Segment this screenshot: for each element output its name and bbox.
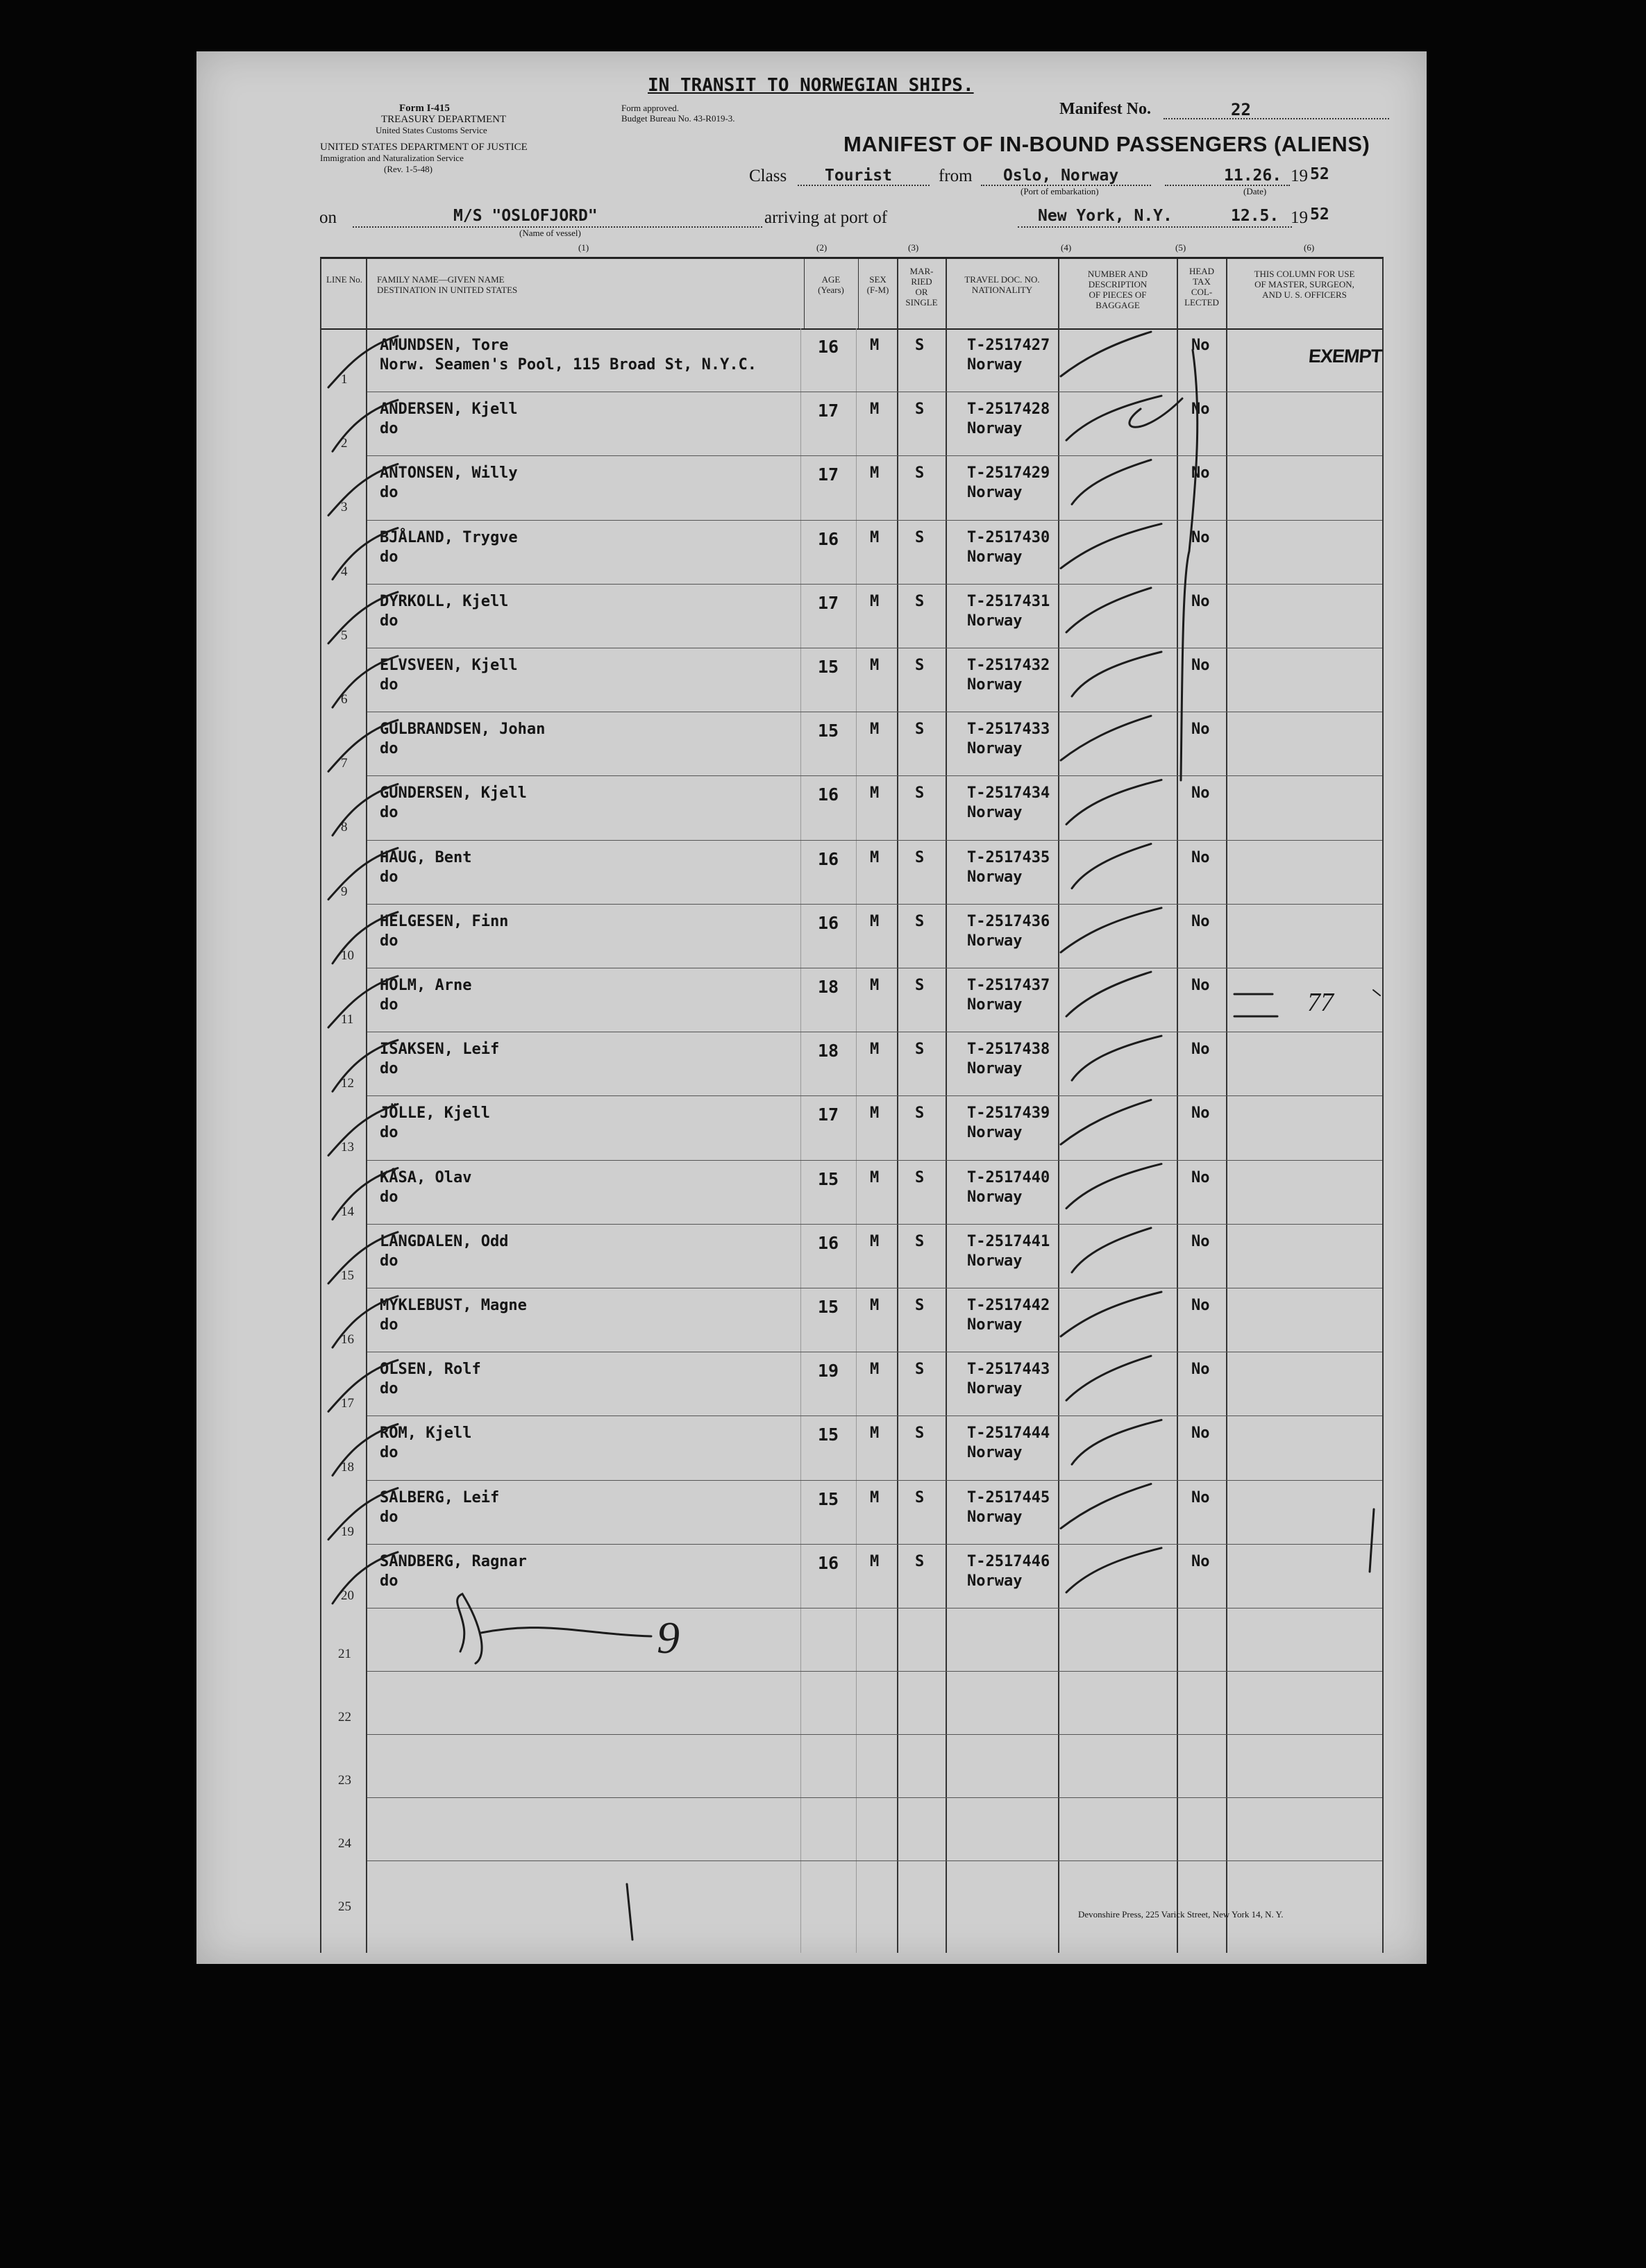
travel-doc-no: T-2517440 [967, 1168, 1050, 1186]
vessel-caption: (Name of vessel) [519, 228, 581, 238]
passenger-age: 19 [818, 1361, 839, 1381]
header-head-tax: HEAD TAX COL- LECTED [1184, 266, 1219, 308]
travel-doc-no: T-2517429 [967, 464, 1050, 482]
passenger-age: 16 [818, 848, 839, 869]
table-row [321, 1352, 1382, 1416]
travel-doc-no: T-2517433 [967, 721, 1050, 739]
travel-doc-no: T-2517431 [967, 592, 1050, 610]
table-row [321, 1225, 1382, 1288]
table-row [321, 776, 1382, 840]
form-revision: (Rev. 1-5-48) [384, 164, 433, 174]
nationality: Norway [967, 356, 1023, 373]
nationality: Norway [967, 868, 1023, 886]
passenger-sex: M [870, 592, 880, 610]
line-number: 6 [341, 692, 348, 707]
line-number: 15 [341, 1268, 354, 1283]
passenger-name: GUNDERSEN, Kjell [380, 784, 527, 803]
travel-doc-no: T-2517434 [967, 784, 1050, 803]
nationality: Norway [967, 1316, 1023, 1334]
passenger-destination: do [380, 1316, 398, 1334]
empty-table-row [321, 1798, 1382, 1861]
passenger-name: JÖLLE, Kjell [380, 1104, 490, 1123]
passenger-destination: do [380, 1252, 398, 1270]
nationality: Norway [967, 1124, 1023, 1142]
line-number: 12 [341, 1076, 354, 1091]
passenger-status: S [915, 721, 925, 739]
passenger-sex: M [870, 1425, 880, 1443]
passenger-sex: M [870, 1041, 880, 1059]
passenger-destination: do [380, 996, 398, 1014]
manifest-sheet [196, 51, 1427, 1964]
passenger-name: SALBERG, Leif [380, 1488, 500, 1506]
passenger-destination: do [380, 804, 398, 822]
passenger-name: AMUNDSEN, Tore [380, 337, 509, 354]
exempt-annotation: EXEMPT [1307, 346, 1383, 367]
column-number-6: (6) [1304, 242, 1315, 253]
nationality: Norway [967, 1252, 1023, 1270]
passenger-name: GULBRANDSEN, Johan [380, 721, 546, 739]
travel-doc-no: T-2517438 [967, 1041, 1050, 1059]
head-tax: No [1191, 337, 1210, 354]
passenger-age: 15 [818, 1297, 839, 1317]
line-number: 7 [341, 756, 348, 771]
passenger-sex: M [870, 1104, 880, 1123]
passenger-status: S [915, 1361, 925, 1379]
date-caption: (Date) [1243, 186, 1267, 196]
nationality: Norway [967, 996, 1023, 1014]
header-age: AGE (Years) [818, 274, 844, 295]
line-number: 3 [341, 500, 348, 515]
passenger-sex: M [870, 1361, 880, 1379]
header-baggage: NUMBER AND DESCRIPTION OF PIECES OF BAGGAGE [1087, 269, 1148, 310]
line-number: 14 [341, 1204, 354, 1219]
passenger-destination: do [380, 1188, 398, 1206]
passenger-destination: do [380, 1572, 398, 1590]
head-tax: No [1191, 592, 1210, 610]
head-tax: No [1191, 464, 1210, 482]
travel-doc-no: T-2517439 [967, 1104, 1050, 1123]
passenger-destination: do [380, 932, 398, 950]
line-number: 11 [341, 1012, 354, 1027]
line-number: 24 [338, 1836, 351, 1851]
passenger-destination: do [380, 1060, 398, 1078]
passenger-name: KÅSA, Olav [380, 1168, 472, 1186]
passenger-sex: M [870, 401, 880, 419]
manifest-no-line [1164, 118, 1389, 119]
head-tax: No [1191, 1041, 1210, 1059]
passenger-status: S [915, 1168, 925, 1186]
passenger-sex: M [870, 721, 880, 739]
passenger-name: DYRKOLL, Kjell [380, 592, 509, 610]
printer-imprint: Devonshire Press, 225 Varick Street, New York 14, N. Y. [1078, 1909, 1284, 1920]
transit-banner: IN TRANSIT TO NORWEGIAN SHIPS. [648, 75, 974, 96]
manifest-no-label: Manifest No. [1059, 100, 1151, 118]
passenger-name: ROM, Kjell [380, 1425, 472, 1443]
passenger-status: S [915, 1488, 925, 1506]
table-row [321, 1288, 1382, 1352]
nationality: Norway [967, 1444, 1023, 1462]
passenger-age: 16 [818, 1232, 839, 1253]
passenger-age: 16 [818, 337, 839, 357]
passenger-age: 15 [818, 657, 839, 677]
passenger-destination: do [380, 1444, 398, 1462]
passenger-status: S [915, 1104, 925, 1123]
arrival-port: New York, N.Y. [1038, 207, 1173, 225]
passenger-sex: M [870, 657, 880, 674]
travel-doc-no: T-2517435 [967, 848, 1050, 866]
passenger-name: ELVSVEEN, Kjell [380, 657, 518, 674]
head-tax: No [1191, 1168, 1210, 1186]
class-label: Class [749, 167, 787, 185]
passenger-age: 18 [818, 977, 839, 997]
empty-table-row [321, 1608, 1382, 1672]
departure-year: 52 [1310, 165, 1329, 183]
passenger-status: S [915, 784, 925, 803]
line-number: 5 [341, 628, 348, 643]
from-label: from [939, 167, 973, 185]
head-tax: No [1191, 1297, 1210, 1314]
passenger-sex: M [870, 977, 880, 994]
table-row [321, 456, 1382, 520]
column-number-1: (1) [578, 242, 589, 253]
passenger-status: S [915, 401, 925, 419]
arriving-label: arriving at port of [764, 208, 888, 227]
manifest-table [320, 257, 1384, 1953]
travel-doc-no: T-2517430 [967, 528, 1050, 546]
passenger-age: 16 [818, 784, 839, 805]
header-name: FAMILY NAME—GIVEN NAME DESTINATION IN UNITED STATES [377, 274, 518, 295]
head-tax: No [1191, 528, 1210, 546]
line-number: 9 [341, 884, 348, 899]
header-officers: THIS COLUMN FOR USE OF MASTER, SURGEON, AND U. S. OFFICERS [1254, 269, 1355, 300]
head-tax: No [1191, 721, 1210, 739]
passenger-age: 17 [818, 1104, 839, 1125]
nationality: Norway [967, 1188, 1023, 1206]
passenger-name: MYKLEBUST, Magne [380, 1297, 527, 1314]
passenger-name: HAUG, Bent [380, 848, 472, 866]
passenger-sex: M [870, 912, 880, 930]
line-number: 21 [338, 1647, 351, 1661]
passenger-sex: M [870, 464, 880, 482]
passenger-destination: do [380, 420, 398, 438]
line-number: 20 [341, 1588, 354, 1603]
passenger-status: S [915, 464, 925, 482]
passenger-name: HOLM, Arne [380, 977, 472, 994]
table-row [321, 905, 1382, 968]
passenger-status: S [915, 1232, 925, 1250]
class-line [798, 185, 930, 186]
class-value: Tourist [825, 167, 892, 185]
page-title: MANIFEST OF IN-BOUND PASSENGERS (ALIENS) [843, 132, 1370, 156]
line-number: 23 [338, 1773, 351, 1788]
header-line-no: LINE No. [326, 274, 362, 285]
line-number: 25 [338, 1899, 351, 1914]
header-sex: SEX (F-M) [866, 274, 889, 295]
passenger-destination: do [380, 484, 398, 502]
arrival-year: 52 [1310, 205, 1329, 224]
line-number: 1 [341, 372, 348, 387]
passenger-name: ISAKSEN, Leif [380, 1041, 500, 1059]
header-married: MAR- RIED OR SINGLE [905, 266, 938, 308]
passenger-status: S [915, 1552, 925, 1570]
column-number-4: (4) [1061, 242, 1072, 253]
line-number: 2 [341, 436, 348, 451]
passenger-name: LANGDALEN, Odd [380, 1232, 509, 1250]
arrival-year-prefix: 19 [1291, 208, 1308, 227]
nationality: Norway [967, 484, 1023, 502]
travel-doc-no: T-2517428 [967, 401, 1050, 419]
line-number: 13 [341, 1140, 354, 1155]
form-number: Form I-415 [399, 103, 450, 114]
line-number: 22 [338, 1710, 351, 1724]
line-number: 18 [341, 1460, 354, 1475]
passenger-name: SANDBERG, Ragnar [380, 1552, 527, 1570]
manifest-no-value: 22 [1231, 100, 1251, 119]
passenger-sex: M [870, 528, 880, 546]
column-number-5: (5) [1175, 242, 1186, 253]
passenger-age: 16 [818, 1552, 839, 1573]
passenger-status: S [915, 337, 925, 354]
passenger-sex: M [870, 784, 880, 803]
passenger-destination: do [380, 1380, 398, 1398]
signature-number: 9 [657, 1613, 680, 1663]
passenger-destination: do [380, 1124, 398, 1142]
nationality: Norway [967, 1060, 1023, 1078]
head-tax: No [1191, 1361, 1210, 1379]
form-approved: Form approved. [621, 103, 680, 113]
table-row [321, 1032, 1382, 1096]
vessel-name: M/S "OSLOFJORD" [453, 207, 598, 225]
passenger-sex: M [870, 1232, 880, 1250]
passenger-age: 16 [818, 528, 839, 549]
port-embarkation-caption: (Port of embarkation) [1021, 186, 1099, 196]
nationality: Norway [967, 740, 1023, 758]
travel-doc-no: T-2517427 [967, 337, 1050, 354]
nationality: Norway [967, 420, 1023, 438]
budget-bureau: Budget Bureau No. 43-R019-3. [621, 113, 735, 124]
travel-doc-no: T-2517432 [967, 657, 1050, 674]
passenger-sex: M [870, 1488, 880, 1506]
passenger-age: 17 [818, 401, 839, 421]
passenger-name: ANTONSEN, Willy [380, 464, 518, 482]
table-row [321, 328, 1382, 392]
header-travel-doc: TRAVEL DOC. NO. NATIONALITY [964, 274, 1040, 295]
line-number: 10 [341, 948, 354, 963]
departure-date: 11.26. [1224, 167, 1282, 185]
column-number-2: (2) [816, 242, 828, 253]
passenger-status: S [915, 977, 925, 994]
treasury-department: TREASURY DEPARTMENT [381, 114, 507, 125]
empty-table-row [321, 1672, 1382, 1735]
line-number: 8 [341, 820, 348, 835]
passenger-sex: M [870, 1552, 880, 1570]
travel-doc-no: T-2517443 [967, 1361, 1050, 1379]
table-row [321, 521, 1382, 585]
table-row [321, 1481, 1382, 1545]
nationality: Norway [967, 1508, 1023, 1526]
customs-service: United States Customs Service [376, 125, 487, 135]
passenger-status: S [915, 528, 925, 546]
justice-department: UNITED STATES DEPARTMENT OF JUSTICE [320, 142, 528, 153]
passenger-sex: M [870, 1168, 880, 1186]
nationality: Norway [967, 804, 1023, 822]
head-tax: No [1191, 1104, 1210, 1123]
passenger-age: 15 [818, 1168, 839, 1189]
head-tax: No [1191, 401, 1210, 419]
travel-doc-no: T-2517445 [967, 1488, 1050, 1506]
passenger-age: 17 [818, 464, 839, 485]
passenger-status: S [915, 1425, 925, 1443]
table-row [321, 1161, 1382, 1225]
table-row [321, 841, 1382, 905]
head-tax: No [1191, 784, 1210, 803]
table-row [321, 585, 1382, 648]
immigration-service: Immigration and Naturalization Service [320, 153, 464, 163]
nationality: Norway [967, 548, 1023, 566]
table-row [321, 712, 1382, 776]
departure-date-line [1165, 185, 1290, 186]
passenger-destination: do [380, 548, 398, 566]
travel-doc-no: T-2517444 [967, 1425, 1050, 1443]
table-row [321, 1096, 1382, 1160]
passenger-destination: do [380, 676, 398, 694]
travel-doc-no: T-2517437 [967, 977, 1050, 994]
line-number: 17 [341, 1396, 354, 1411]
passenger-status: S [915, 592, 925, 610]
nationality: Norway [967, 676, 1023, 694]
head-tax: No [1191, 1232, 1210, 1250]
head-tax: No [1191, 657, 1210, 674]
passenger-destination: do [380, 740, 398, 758]
passenger-destination: do [380, 868, 398, 886]
passenger-status: S [915, 848, 925, 866]
passenger-age: 15 [818, 1425, 839, 1445]
passenger-sex: M [870, 848, 880, 866]
passenger-sex: M [870, 337, 880, 354]
head-tax: No [1191, 912, 1210, 930]
passenger-status: S [915, 657, 925, 674]
head-tax: No [1191, 977, 1210, 994]
table-row [321, 392, 1382, 456]
port-embarkation: Oslo, Norway [1003, 167, 1119, 185]
line-11-mark: 77 [1307, 988, 1334, 1017]
travel-doc-no: T-2517442 [967, 1297, 1050, 1314]
passenger-age: 18 [818, 1041, 839, 1061]
passenger-sex: M [870, 1297, 880, 1314]
departure-year-prefix: 19 [1291, 167, 1308, 185]
passenger-name: BJÅLAND, Trygve [380, 528, 518, 546]
table-row [321, 1545, 1382, 1608]
passenger-destination: Norw. Seamen's Pool, 115 Broad St, N.Y.C. [380, 356, 757, 373]
passenger-age: 17 [818, 592, 839, 613]
nationality: Norway [967, 1572, 1023, 1590]
head-tax: No [1191, 1488, 1210, 1506]
travel-doc-no: T-2517436 [967, 912, 1050, 930]
head-tax: No [1191, 1552, 1210, 1570]
passenger-age: 15 [818, 721, 839, 741]
passenger-status: S [915, 1041, 925, 1059]
line-number: 4 [341, 564, 348, 579]
column-number-3: (3) [908, 242, 919, 253]
table-row [321, 648, 1382, 712]
head-tax: No [1191, 1425, 1210, 1443]
travel-doc-no: T-2517446 [967, 1552, 1050, 1570]
head-tax: No [1191, 848, 1210, 866]
passenger-name: OLSEN, Rolf [380, 1361, 481, 1379]
passenger-status: S [915, 1297, 925, 1314]
nationality: Norway [967, 932, 1023, 950]
passenger-age: 15 [818, 1488, 839, 1509]
passenger-name: HELGESEN, Finn [380, 912, 509, 930]
line-number: 19 [341, 1524, 354, 1539]
empty-table-row [321, 1735, 1382, 1798]
travel-doc-no: T-2517441 [967, 1232, 1050, 1250]
passenger-destination: do [380, 1508, 398, 1526]
passenger-age: 16 [818, 912, 839, 933]
nationality: Norway [967, 1380, 1023, 1398]
on-label: on [319, 208, 337, 227]
arrival-port-line [1018, 226, 1292, 228]
table-row [321, 1416, 1382, 1480]
passenger-status: S [915, 912, 925, 930]
arrival-date: 12.5. [1231, 207, 1279, 225]
line-number: 16 [341, 1332, 354, 1347]
passenger-name: ANDERSEN, Kjell [380, 401, 518, 419]
nationality: Norway [967, 612, 1023, 630]
table-row [321, 968, 1382, 1032]
passenger-destination: do [380, 612, 398, 630]
